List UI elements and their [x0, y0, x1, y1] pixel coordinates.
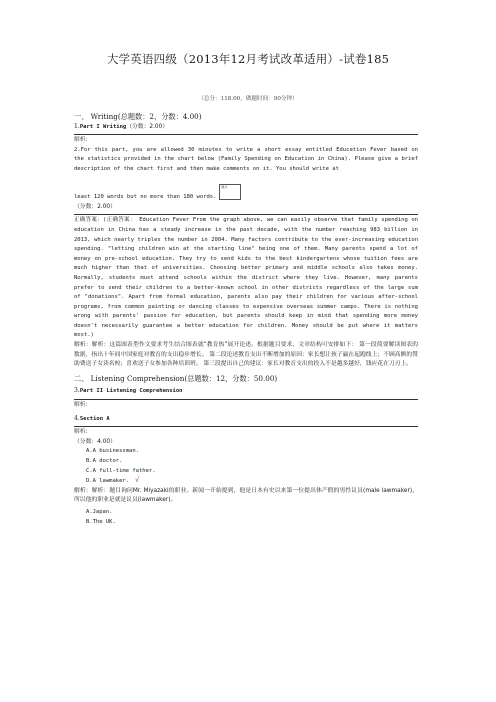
analysis-label: 解析: — [74, 137, 88, 144]
section-listening-heading: 二、 Listening Comprehension(总题数：12，分数：50.00) — [74, 373, 278, 383]
divider — [74, 426, 418, 427]
document-body — [74, 108, 418, 527]
chart-image-placeholder — [219, 184, 241, 200]
divider — [74, 134, 418, 135]
chart-image-placeholder-label: 图片 — [221, 185, 228, 190]
question-3-title: Part II Listening Comprehension — [79, 388, 183, 395]
next-option-a: A.Japan. — [86, 508, 113, 515]
question-4-title: Section A — [79, 415, 110, 422]
option-b: B.A doctor. — [86, 458, 123, 464]
analysis-text-4: 解析：解析：题目询问Mr. Miyazaki的职业。新闻一开始提到，他是日本有史以来第一位提出休产假的男性议员(male lawmaker)，所以他的职业是就是议员(lawmaker)。 — [74, 487, 418, 504]
question-2-prompt: 2.For this part, you are allowed 30 minutes to write a short essay entitled Education Fever based on the statistics provided in the chart below (Family Spending on Education in China). Please give a brief description of the chart first and then make comments on it. You should write at — [74, 146, 418, 172]
question-3 — [74, 386, 418, 397]
option-d-label: D.A lawmaker. — [86, 478, 130, 485]
question-2-text — [74, 146, 418, 203]
analysis-text: 解析：解析：这篇图表型作文要求考生结合图表就“教育热”展开论述。根据题目要求，文章结构可安排如下： 第一段简要解读图表的数据，指出十年间中国家庭对教育的支出稳步增长。 第二段论述教育支出不断增加的原因：家长想让孩子赢在起跑线上；不顾高额的赞助费送子女读名校；喜欢送子女参加各种培训班。 第三段提出自己的建议：家长对教育支出的投入不是越多越好，钱应花在刀刃上。 — [74, 342, 418, 368]
section-writing-heading: 一、 Writing(总题数：2，分数：4.00) — [74, 112, 202, 121]
question-1-title: Part I Writing — [79, 123, 127, 130]
option-c: C.A full-time father. — [86, 467, 156, 474]
analysis-label: 解析: — [74, 402, 88, 409]
question-3-number: 3. — [74, 387, 80, 395]
next-option-b: B.The UK. — [86, 518, 116, 525]
analysis-label: 解析: — [74, 429, 88, 436]
correct-check-icon: √ — [135, 476, 140, 485]
divider — [74, 399, 418, 400]
question-1-number: 1. — [74, 122, 80, 130]
question-1-score: （分数：2.00） — [126, 123, 169, 130]
question-4-number: 4. — [74, 414, 80, 422]
question-4-score: （分数：4.00） — [74, 438, 116, 445]
answer-text: 正确答案：(正确答案： Education Fever From the graph above, we can easily observe that family spending on education in China has a steady increase in the past decade, with the number reaching 983 billion in 2013, which nearly triples the number in 2004. Many factors contribute to the ever-increasing education spending. "letting children win at the starting line" being one of them. Many parents spend a lot of money on pre-school education. They try to send kids to the best kindergartens whose tuition fees are much higher than that of universities. Choosing better primary and middle schools also takes money. Normally, students must attend schools within the district where they live. However, many parents prefer to send their children to a better-known school in other districts regardless of the large sum of "donations". Apart from formal education, parents also pay their children for various after-school programs, from common painting or dancing classes to expensive overseas summer camps. There is nothing wrong with parents' passion for education, but parents should keep in mind that spending more money doesn't necessarily guarantee a better education for children. Money should be put where it matters most.) — [74, 217, 418, 339]
divider — [74, 214, 418, 215]
question-4 — [74, 414, 418, 425]
question-2-score: （分数：2.00） — [74, 203, 116, 210]
question-2-prompt-end: least 120 words but no more than 180 words. — [74, 194, 217, 201]
option-d — [74, 476, 418, 487]
page-title: 大学英语四级（2013年12月考试改革适用）-试卷185 — [106, 52, 390, 66]
page-subtitle: （总分：118.00，做题时间：90分钟） — [198, 96, 298, 102]
question-1 — [74, 122, 418, 133]
option-a: A.A businessman. — [86, 448, 139, 455]
